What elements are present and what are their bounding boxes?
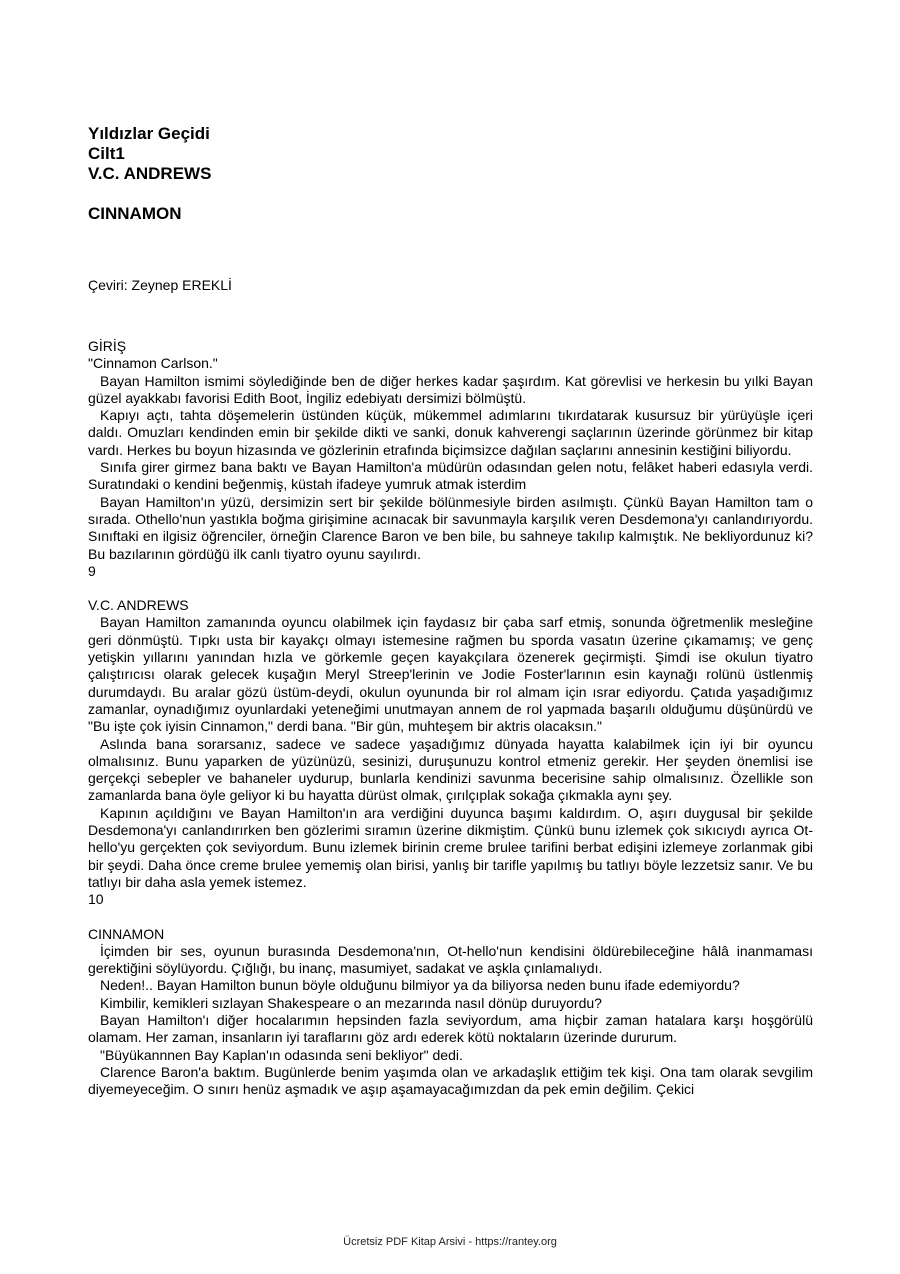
section-heading: V.C. ANDREWS [88,597,189,614]
section-heading: CINNAMON [88,925,165,942]
volume-label: Cilt1 [88,144,125,163]
paragraph: Bayan Hamilton zamanında oyuncu olabilmek için faydasız bir çaba sarf etmiş, sonunda öğretmenlik mesleğine geri dönmüştü. Tıpkı usta bir kayakçı olmayı istemesine rağmen bu sporda vasatın üzerine çıkamamış; ve genç yetişkin yıllarını yanından hızla ve görkemle geçen kayakçılara özenerek geçirmişti. Şimdi ise okulun tiyatro çalıştırıcısı olarak gelecek kuşağın Meryl Streep'lerinin ve Jodie Foster'larının esin kaynağı rolünü üstlenmiş durumdaydı. Bu aralar gözü üstüm-deydi, okulun oyununda bir rol almam için ısrar ediyordu. Çatıda yaşadığımız zamanlar, oynadığımız oyunlardaki yeteneğimi unutmayan annem de rol yapmada başarılı olduğumu düşünürdü ve "Bu işte çok iyisin Cinnamon," derdi bana. "Bir gün, muhteşem bir aktris olacaksın." [88,614,813,735]
page-number: 10 [88,891,104,908]
section-gap [88,580,813,597]
section-gap [88,909,813,926]
book-title: CINNAMON [88,204,182,223]
title-block [88,124,813,184]
paragraph: Bayan Hamilton'ı diğer hocalarımın hepsinden fazla seviyordum, ama hiçbir zaman hatalara karşı hoşgörülü olamam. Her zaman, insanların iyi taraflarını göz ardı ederek kötü noktaların üzerinde dururum. [88,1011,813,1046]
paragraph: Kimbilir, kemikleri sızlayan Shakespeare o an mezarında nasıl dönüp duruyordu? [100,994,602,1011]
author-name: V.C. ANDREWS [88,164,212,183]
paragraph: "Cinnamon Carlson." [88,355,218,372]
page-number: 9 [88,562,96,579]
paragraph: İçimden bir ses, oyunun burasında Desdemona'nın, Ot-hello'nun kendisini öldürebileceğine hâlâ inanmaması gerektiğini söylüyordu. Çığlığı, bu inanç, masumiyet, sadakat ve aşkla çınlamalıydı. [88,942,813,977]
section-heading: GİRİŞ [88,338,127,354]
paragraph: "Büyükannnen Bay Kaplan'ın odasında seni bekliyor" dedi. [100,1046,463,1063]
paragraph: Kapının açıldığını ve Bayan Hamilton'ın ara verdiğini duyunca başımı kaldırdım. O, aşırı duygusal bir şekilde Desdemona'yı canlandırırken ben gözlerimi sıramın üzerine dikmiştim. Çünkü bunu izlemek çok sıkıcıydı ayrıca Ot-hello'yu gerçekten çok seviyordum. Bunu izlemek birinin creme brulee tarifini berbat edişini izlemeye zorlanmak gibi bir şeydi. Daha önce creme brulee yememiş olan birisi, yanlış bir tarifle yapılmış bu tatlıyı böyle lezzetsiz sanır. Ve bu tatlıyı bir daha asla yemek istemez. [88,804,813,890]
paragraph: Bayan Hamilton ismimi söylediğinde ben de diğer herkes kadar şaşırdım. Kat görevlisi ve herkesin bu yılki Bayan güzel ayakkabı favorisi Edith Boot, İngiliz edebiyatı dersimizi bölmüştü. [88,372,813,406]
series-title: Yıldızlar Geçidi [88,124,210,143]
paragraph: Neden!.. Bayan Hamilton bunun böyle olduğunu bilmiyor ya da biliyorsa neden bunu ifade edemiyordu? [100,977,740,994]
paragraph: Aslında bana sorarsanız, sadece ve sadece yaşadığımız dünyada hayatta kalabilmek için iyi bir oyuncu olmalısınız. Bunu yaparken de yüzünüzü, sesinizi, duruşunuzu kontrol etmeniz gerekir. Her şeyden önemlisi ise gerçekçi sebepler ve bahaneler uydurup, bunlarla kendinizi savunma becerisine sahip olmalısınız. Özellikle son zamanlarda bana öyle geliyor ki bu hayatta dürüst olmak, çırılçıplak sokağa çıkmakla aynı şey. [88,735,813,804]
paragraph: Sınıfa girer girmez bana baktı ve Bayan Hamilton'a müdürün odasından gelen notu, felâket haberi edasıyla verdi. Suratındaki o kendini beğenmiş, küstah ifadeye yumruk atmak isterdim [88,459,813,493]
paragraph: Kapıyı açtı, tahta döşemelerin üstünden küçük, mükemmel adımlarını tıkırdatarak kusursuz bir yürüyüşle içeri daldı. Omuzları kendinden emin bir şekilde dikti ve sanki, donuk kahverengi saçlarının üzerinde görünmez bir kitap vardı. Herkes bu boyun hizasında ve gözlerinin etrafında biçimsizce dağılan saçlarını annesinin kestiğini biliyordu. [88,407,813,458]
paragraph: Bayan Hamilton'ın yüzü, dersimizin sert bir şekilde bölünmesiyle birden asılmıştı. Çünkü Bayan Hamilton tam o sırada. Othello'nun yastıkla boğma girişimine acınacak bir savunmayla karşılık veren Desdemona'yı canlandırıyordu. Sınıftaki en ilgisiz öğrenciler, örneğin Clarence Baron ve ben bile, bu sahneye takılıp kalmıştık. Ne bekliyordunuz ki? Bu bazılarının gördüğü ilk canlı tiyatro oyunu sayılırdı. [88,493,813,562]
translator-credit: Çeviri: Zeynep EREKLİ [88,277,232,293]
body-text [88,338,813,1098]
footer-source-link[interactable]: Ücretsiz PDF Kitap Arsivi - https://rantey.org [343,1236,557,1248]
paragraph: Clarence Baron'a baktım. Bugünlerde benim yaşımda olan ve arkadaşlık ettiğim tek kişi. Ona tam olarak sevgilim diyemeyeceğim. O sınırı henüz aşmadık ve aşıp aşamayacağımızdan da pek emin değilim. Çekici [88,1063,813,1098]
document-page [88,124,813,1098]
